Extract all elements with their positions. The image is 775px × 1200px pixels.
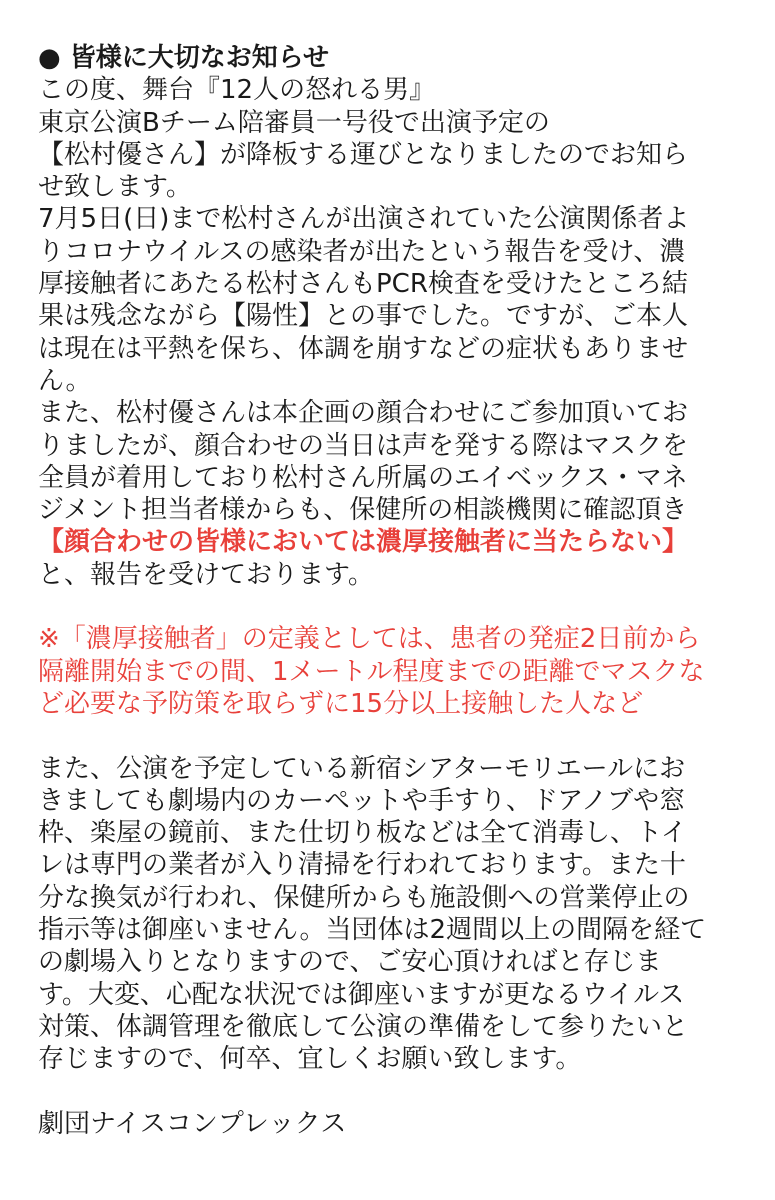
text-line: また、公演を予定している新宿シアターモリエールにお xyxy=(38,753,686,784)
text-line: ん。 xyxy=(38,365,92,396)
spacer xyxy=(38,591,758,623)
text-line: 果は残念ながら【陽性】との事でした。ですが、ご本人 xyxy=(38,301,689,332)
text-line: この度、舞台『12人の怒れる男』 xyxy=(38,75,436,106)
text-line: 枠、楽屋の鏡前、また仕切り板などは全て消毒し、トイ xyxy=(38,818,687,849)
notice-document xyxy=(38,42,758,1140)
notice-heading: ● 皆様に大切なお知らせ xyxy=(38,43,329,73)
text-line: また、松村優さんは本企画の顔合わせにご参加頂いてお xyxy=(38,398,689,429)
text-line: 厚接触者にあたる松村さんもPCR検査を受けたところ結 xyxy=(38,269,688,300)
signature: 劇団ナイスコンプレックス xyxy=(38,1108,347,1139)
spacer xyxy=(38,720,758,752)
text-line: 東京公演Bチーム陪審員一号役で出演予定の xyxy=(38,107,550,138)
text-line: 存じますので、何卒、宜しくお願い致します。 xyxy=(38,1044,582,1075)
highlight-line: 【顔合わせの皆様においては濃厚接触者に当たらない】 xyxy=(38,527,689,558)
spacer xyxy=(38,1076,758,1108)
note-line: ※「濃厚接触者」の定義としては、患者の発症2日前から xyxy=(38,624,701,655)
text-line: と、報告を受けております。 xyxy=(38,559,374,590)
text-line: せ致します。 xyxy=(38,172,192,203)
text-line: 指示等は御座いません。当団体は2週間以上の間隔を経て xyxy=(38,915,707,946)
text-line: す。大変、心配な状況では御座いますが更なるウイルス xyxy=(38,979,685,1010)
text-line: ジメント担当者様からも、保健所の相談機関に確認頂き xyxy=(38,495,688,526)
text-line: は現在は平熱を保ち、体調を崩すなどの症状もありませ xyxy=(38,333,689,364)
text-line: レは専門の業者が入り清掃を行われております。また十 xyxy=(38,850,686,881)
note-line: 隔離開始までの間、1メートル程度までの距離でマスクな xyxy=(38,656,705,687)
text-line: 7月5日(日)まで松村さんが出演されていた公演関係者よ xyxy=(38,204,690,235)
text-line: の劇場入りとなりますので、ご安心頂ければと存じま xyxy=(38,947,662,978)
text-line: きましても劇場内のカーペットや手すり、ドアノブや窓 xyxy=(38,785,686,816)
text-line: 【松村優さん】が降板する運びとなりましたのでお知ら xyxy=(38,139,689,170)
text-line: りコロナウイルスの感染者が出たという報告を受け、濃 xyxy=(38,236,686,267)
text-line: りましたが、顔合わせの当日は声を発する際はマスクを xyxy=(38,430,689,461)
text-line: 全員が着用しており松村さん所属のエイベックス・マネ xyxy=(38,462,688,493)
note-line: ど必要な予防策を取らずに15分以上接触した人など xyxy=(38,688,644,719)
text-line: 対策、体調管理を徹底して公演の準備をして参りたいと xyxy=(38,1011,689,1042)
text-line: 分な換気が行われ、保健所からも施設側への営業停止の xyxy=(38,882,690,913)
